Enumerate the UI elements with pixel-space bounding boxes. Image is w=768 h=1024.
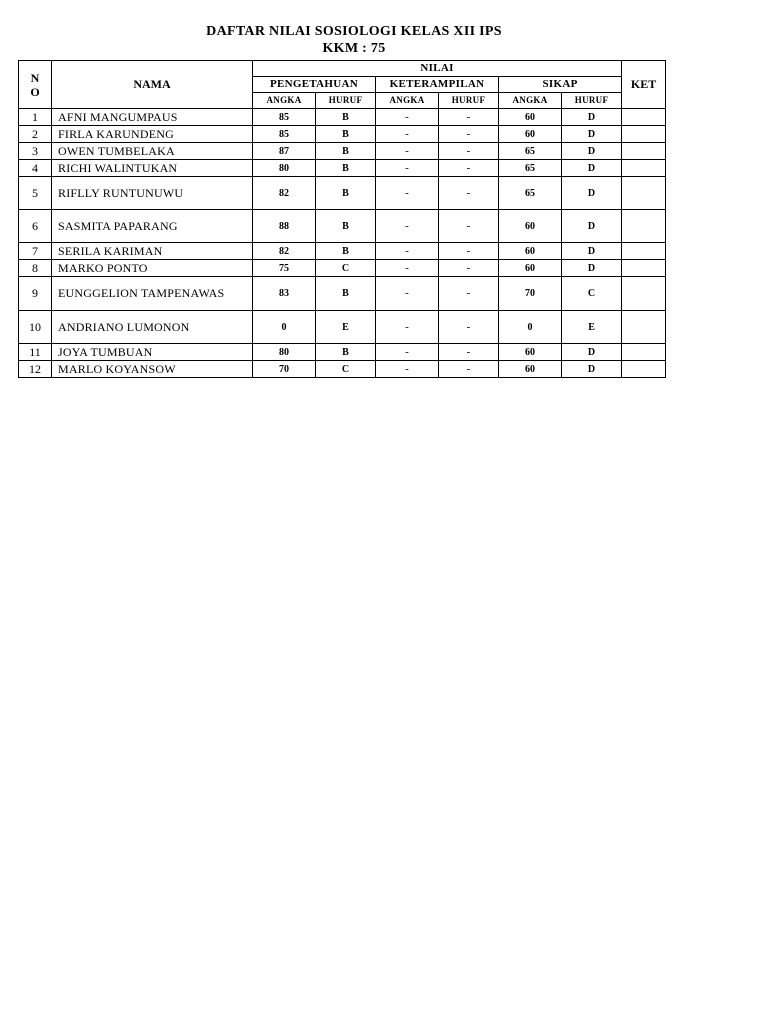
ket-cell [622, 243, 666, 260]
table-row [19, 277, 666, 311]
student-name: JOYA TUMBUAN [52, 344, 253, 361]
student-name: SASMITA PAPARANG [52, 210, 253, 243]
student-name: RIFLLY RUNTUNUWU [52, 177, 253, 210]
sikap-huruf: D [562, 243, 622, 260]
sikap-huruf: D [562, 177, 622, 210]
pengetahuan-angka: 85 [253, 109, 316, 126]
pengetahuan-angka: 87 [253, 143, 316, 160]
sikap-huruf: D [562, 210, 622, 243]
keterampilan-huruf: - [439, 210, 499, 243]
keterampilan-angka: - [376, 109, 439, 126]
pengetahuan-huruf: C [316, 361, 376, 378]
pengetahuan-huruf: B [316, 109, 376, 126]
keterampilan-angka: - [376, 243, 439, 260]
table-row [19, 160, 666, 177]
sikap-angka: 60 [499, 243, 562, 260]
ket-cell [622, 311, 666, 344]
pengetahuan-angka: 83 [253, 277, 316, 311]
keterampilan-angka: - [376, 361, 439, 378]
student-name: EUNGGELION TAMPENAWAS [52, 277, 253, 311]
header-ket: KET [622, 61, 666, 109]
sikap-angka: 65 [499, 160, 562, 177]
pengetahuan-angka: 80 [253, 160, 316, 177]
row-number: 9 [19, 277, 52, 311]
ket-cell [622, 260, 666, 277]
student-name: OWEN TUMBELAKA [52, 143, 253, 160]
row-number: 3 [19, 143, 52, 160]
ket-cell [622, 361, 666, 378]
grades-table [18, 60, 666, 378]
pengetahuan-angka: 82 [253, 177, 316, 210]
keterampilan-angka: - [376, 126, 439, 143]
sikap-huruf: C [562, 277, 622, 311]
row-number: 2 [19, 126, 52, 143]
student-name: FIRLA KARUNDENG [52, 126, 253, 143]
sikap-angka: 60 [499, 260, 562, 277]
keterampilan-angka: - [376, 344, 439, 361]
keterampilan-huruf: - [439, 177, 499, 210]
table-row [19, 109, 666, 126]
ket-cell [622, 277, 666, 311]
pengetahuan-angka: 70 [253, 361, 316, 378]
pengetahuan-angka: 82 [253, 243, 316, 260]
sikap-angka: 60 [499, 210, 562, 243]
row-number: 10 [19, 311, 52, 344]
sikap-huruf: D [562, 160, 622, 177]
table-row [19, 344, 666, 361]
student-name: MARLO KOYANSOW [52, 361, 253, 378]
header-nama: NAMA [52, 61, 253, 109]
header-s-huruf: HURUF [562, 93, 622, 109]
row-number: 7 [19, 243, 52, 260]
keterampilan-angka: - [376, 311, 439, 344]
header-p-huruf: HURUF [316, 93, 376, 109]
student-name: RICHI WALINTUKAN [52, 160, 253, 177]
header-p-angka: ANGKA [253, 93, 316, 109]
keterampilan-huruf: - [439, 311, 499, 344]
student-name: SERILA KARIMAN [52, 243, 253, 260]
keterampilan-angka: - [376, 277, 439, 311]
pengetahuan-angka: 88 [253, 210, 316, 243]
pengetahuan-huruf: B [316, 277, 376, 311]
pengetahuan-huruf: C [316, 260, 376, 277]
sikap-huruf: E [562, 311, 622, 344]
keterampilan-angka: - [376, 210, 439, 243]
sikap-huruf: D [562, 143, 622, 160]
keterampilan-huruf: - [439, 143, 499, 160]
header-no-line2: O [30, 84, 40, 99]
ket-cell [622, 109, 666, 126]
header-k-huruf: HURUF [439, 93, 499, 109]
row-number: 5 [19, 177, 52, 210]
pengetahuan-huruf: B [316, 143, 376, 160]
sikap-huruf: D [562, 126, 622, 143]
header-pengetahuan: PENGETAHUAN [253, 77, 376, 93]
table-row [19, 126, 666, 143]
sikap-angka: 0 [499, 311, 562, 344]
table-row [19, 260, 666, 277]
sikap-huruf: D [562, 361, 622, 378]
student-name: ANDRIANO LUMONON [52, 311, 253, 344]
pengetahuan-huruf: B [316, 243, 376, 260]
pengetahuan-angka: 85 [253, 126, 316, 143]
pengetahuan-angka: 80 [253, 344, 316, 361]
table-row [19, 361, 666, 378]
keterampilan-huruf: - [439, 126, 499, 143]
ket-cell [622, 160, 666, 177]
ket-cell [622, 177, 666, 210]
ket-cell [622, 210, 666, 243]
header-nilai: NILAI [253, 61, 622, 77]
pengetahuan-angka: 75 [253, 260, 316, 277]
sikap-huruf: D [562, 260, 622, 277]
row-number: 4 [19, 160, 52, 177]
document-title: DAFTAR NILAI SOSIOLOGI KELAS XII IPS [206, 24, 502, 39]
table-row [19, 210, 666, 243]
keterampilan-huruf: - [439, 160, 499, 177]
pengetahuan-angka: 0 [253, 311, 316, 344]
header-k-angka: ANGKA [376, 93, 439, 109]
row-number: 6 [19, 210, 52, 243]
pengetahuan-huruf: B [316, 210, 376, 243]
pengetahuan-huruf: B [316, 126, 376, 143]
table-row [19, 311, 666, 344]
pengetahuan-huruf: B [316, 344, 376, 361]
sikap-angka: 65 [499, 177, 562, 210]
keterampilan-angka: - [376, 143, 439, 160]
row-number: 8 [19, 260, 52, 277]
pengetahuan-huruf: B [316, 160, 376, 177]
sikap-angka: 65 [499, 143, 562, 160]
sikap-angka: 70 [499, 277, 562, 311]
header-s-angka: ANGKA [499, 93, 562, 109]
header-sikap: SIKAP [499, 77, 622, 93]
sikap-huruf: D [562, 109, 622, 126]
keterampilan-huruf: - [439, 277, 499, 311]
kkm-label: KKM : 75 [322, 41, 386, 56]
ket-cell [622, 126, 666, 143]
sikap-angka: 60 [499, 126, 562, 143]
row-number: 12 [19, 361, 52, 378]
keterampilan-huruf: - [439, 260, 499, 277]
table-row [19, 177, 666, 210]
sikap-angka: 60 [499, 361, 562, 378]
sikap-huruf: D [562, 344, 622, 361]
grades-table-body [19, 109, 666, 378]
row-number: 1 [19, 109, 52, 126]
keterampilan-huruf: - [439, 361, 499, 378]
keterampilan-huruf: - [439, 243, 499, 260]
student-name: AFNI MANGUMPAUS [52, 109, 253, 126]
pengetahuan-huruf: E [316, 311, 376, 344]
table-row [19, 243, 666, 260]
keterampilan-huruf: - [439, 109, 499, 126]
table-row [19, 143, 666, 160]
ket-cell [622, 344, 666, 361]
keterampilan-angka: - [376, 160, 439, 177]
sikap-angka: 60 [499, 344, 562, 361]
student-name: MARKO PONTO [52, 260, 253, 277]
sikap-angka: 60 [499, 109, 562, 126]
keterampilan-angka: - [376, 260, 439, 277]
pengetahuan-huruf: B [316, 177, 376, 210]
header-no-line1: N [30, 70, 40, 85]
header-no [19, 61, 52, 109]
keterampilan-angka: - [376, 177, 439, 210]
ket-cell [622, 143, 666, 160]
header-keterampilan: KETERAMPILAN [376, 77, 499, 93]
keterampilan-huruf: - [439, 344, 499, 361]
row-number: 11 [19, 344, 52, 361]
